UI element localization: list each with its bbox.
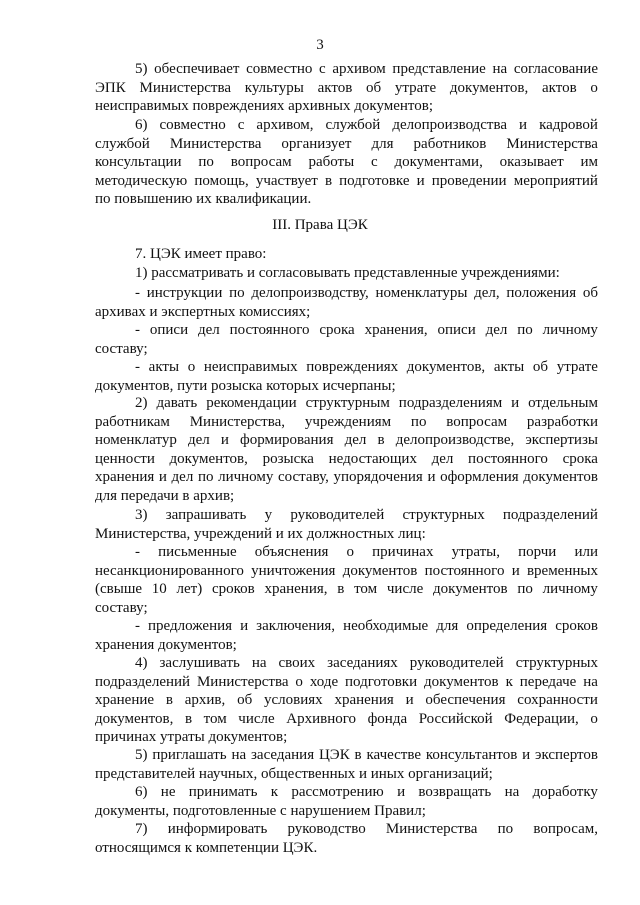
word: на	[231, 747, 247, 763]
word: хранения,	[364, 322, 428, 338]
text-line	[95, 358, 598, 377]
rights-p7	[95, 820, 598, 857]
word: утраты,	[451, 544, 500, 560]
word: делопроизводстве,	[395, 432, 515, 448]
word: и	[511, 562, 520, 579]
rights-p4	[95, 654, 598, 747]
word: заседания	[250, 747, 315, 763]
rights-p3b	[95, 617, 598, 654]
word: оформления	[440, 469, 519, 485]
word: сроков	[555, 618, 598, 634]
word: порчи	[518, 544, 557, 560]
word: рекомендации	[206, 395, 297, 411]
word: формирования	[239, 432, 334, 448]
word: консультации	[95, 154, 182, 170]
word: 4)	[135, 655, 148, 671]
word: о	[295, 673, 303, 690]
word: утрате	[394, 79, 437, 96]
word: Архивного	[286, 710, 356, 727]
word: уничтожения	[251, 562, 336, 579]
word: по	[517, 581, 533, 597]
word: подготовки	[345, 673, 418, 690]
word: для	[436, 618, 459, 634]
text-line: представителей научных, общественных и иных организаций;	[95, 765, 493, 782]
word: о	[187, 359, 196, 375]
word: Министерства	[169, 135, 262, 152]
duty-item-5	[95, 60, 598, 116]
word: документов,	[95, 710, 174, 727]
word: и	[427, 469, 436, 485]
section-heading: III. Права ЦЭК	[272, 217, 368, 233]
word: личному	[542, 322, 598, 338]
word: рассмотрению	[291, 784, 384, 800]
word: организует	[281, 135, 352, 152]
word: и	[511, 395, 520, 411]
text-line	[95, 116, 598, 135]
word: документов	[342, 562, 418, 579]
word: и	[416, 172, 425, 189]
rights-p3a	[95, 543, 598, 617]
text-line	[95, 820, 598, 839]
word: по	[497, 821, 514, 837]
word: принимать	[188, 784, 258, 800]
text-line	[95, 394, 598, 413]
word: у	[264, 507, 273, 523]
word: об	[582, 285, 598, 301]
text-line	[95, 431, 598, 450]
word: и	[405, 692, 414, 708]
word: номенклатур	[95, 432, 177, 448]
word: ходе	[309, 673, 339, 690]
word: руководителей	[409, 655, 504, 671]
word: сроков	[211, 581, 255, 597]
word: согласование	[513, 61, 598, 77]
rights-p2	[95, 394, 598, 505]
word: документов	[432, 581, 508, 597]
word: условиях	[264, 692, 323, 708]
word: руководство	[287, 821, 366, 837]
word: Федерации,	[504, 710, 579, 727]
word: недостающих	[328, 450, 417, 467]
word: срока	[562, 450, 598, 467]
text-line: составу;	[95, 340, 148, 357]
word: 10	[151, 581, 167, 597]
word: заседаниях	[327, 655, 398, 671]
word: постоянного	[229, 322, 310, 338]
word: ЦЭК	[318, 747, 350, 763]
word: культуры	[244, 79, 304, 96]
word: участвует	[255, 172, 318, 189]
word: (свыше	[95, 581, 143, 597]
word: дел	[431, 450, 454, 467]
word: об	[532, 359, 549, 375]
text-line	[95, 673, 598, 692]
word: Российской	[418, 710, 493, 727]
word: числе	[238, 710, 275, 727]
word: архивом,	[256, 117, 314, 133]
rights-p5	[95, 746, 598, 783]
word: заключения,	[256, 618, 336, 634]
word: и	[397, 784, 406, 800]
text-line: относящимся к компетенции ЦЭК.	[95, 839, 318, 856]
word: структурных	[515, 655, 598, 671]
text-line	[95, 284, 598, 303]
word: и	[519, 117, 528, 133]
word: упорядочения	[333, 469, 423, 485]
word: 3)	[135, 507, 148, 523]
word: -	[135, 322, 140, 338]
word: оказывает	[499, 154, 564, 170]
word: личному	[542, 581, 598, 597]
word: временных	[526, 562, 598, 579]
word: Министерства	[506, 135, 598, 152]
text-line	[95, 746, 598, 765]
word: по	[229, 285, 245, 301]
word: или	[574, 544, 598, 560]
word: хранение	[95, 692, 155, 708]
text-line: по повышению их квалификации.	[95, 191, 312, 207]
word: личному	[218, 469, 274, 485]
word: им	[580, 154, 598, 170]
word: архивом	[332, 61, 386, 77]
text-line	[95, 710, 598, 729]
word: 6)	[135, 784, 148, 800]
word: об	[237, 692, 253, 708]
word: по	[197, 469, 214, 485]
word: розыска	[262, 450, 314, 467]
word: подготовке	[339, 172, 410, 189]
word: дел	[187, 432, 210, 448]
text-line	[95, 468, 598, 487]
text-line: причинах утраты документов;	[95, 729, 288, 745]
text-line	[95, 562, 598, 581]
word: по	[517, 322, 533, 338]
word: постоянного	[424, 562, 505, 579]
word: своих	[278, 655, 316, 671]
word: в	[165, 692, 173, 708]
rights-p6	[95, 783, 598, 820]
text-line	[95, 79, 598, 98]
word: хранения	[95, 469, 155, 485]
word: акты	[493, 359, 525, 375]
word: вопросам	[446, 413, 508, 430]
text-line	[95, 321, 598, 340]
word: утрате	[556, 359, 598, 375]
word: экспертов	[535, 747, 598, 763]
word: документов,	[449, 79, 529, 96]
word: обеспечивает	[154, 61, 240, 77]
word: дел	[197, 322, 220, 338]
word: документами,	[394, 154, 483, 170]
word: работы	[308, 154, 355, 170]
word: вопросам	[230, 154, 292, 170]
text-line	[95, 153, 598, 172]
word: информировать	[167, 821, 268, 837]
word: 2)	[135, 395, 148, 411]
word: с	[319, 61, 326, 77]
word: причинах	[372, 544, 434, 560]
word: руководителей	[290, 507, 385, 523]
rights-intro-block	[95, 245, 598, 282]
word: несанкционированного	[95, 562, 244, 579]
word: сохранности	[517, 692, 598, 708]
word: подразделений	[502, 507, 598, 523]
word: составу,	[277, 469, 329, 485]
text-line: документы, подготовленные с нарушением Правил;	[95, 802, 426, 819]
word: -	[135, 544, 140, 560]
text-line: составу;	[95, 599, 148, 616]
word: в	[337, 581, 345, 597]
text-line: документов, пути розыска которых исчерпаны;	[95, 377, 396, 394]
text-line	[95, 543, 598, 562]
rights-p3	[95, 506, 598, 543]
text-line	[95, 580, 598, 599]
word: Министерства	[385, 821, 478, 837]
text-line	[95, 450, 598, 469]
word: повреждениях	[306, 359, 399, 375]
word: работников	[413, 135, 487, 152]
word: структурных	[402, 507, 485, 523]
word: службой	[325, 117, 381, 133]
word: неисправимых	[203, 359, 298, 375]
word: Министерства,	[189, 413, 286, 430]
word: кадровой	[539, 117, 598, 133]
word: определения	[466, 618, 548, 634]
word: по	[410, 413, 427, 430]
rights-p1: 1) рассматривать и согласовывать представленные учреждениями:	[135, 264, 560, 281]
rights-p1a	[95, 284, 598, 321]
word: хранения	[334, 692, 394, 708]
word: инструкции	[146, 285, 223, 301]
text-line	[95, 413, 598, 432]
word: возвращать	[418, 784, 492, 800]
word: о	[590, 710, 598, 727]
word: в	[377, 432, 385, 448]
word: проведении	[431, 172, 507, 189]
word: о	[590, 79, 598, 96]
text-line	[95, 691, 598, 710]
word: заслушивать	[159, 655, 240, 671]
word: описи	[437, 322, 476, 338]
word: и	[158, 469, 167, 485]
word: описи	[149, 322, 189, 338]
word: дел	[485, 322, 508, 338]
text-line: хранения документов;	[95, 636, 237, 653]
word: в	[354, 747, 362, 763]
text-line	[95, 60, 598, 79]
word: давать	[156, 395, 198, 411]
word: с	[370, 154, 378, 170]
word: акты	[148, 359, 180, 375]
word: документов,	[406, 359, 486, 375]
word: положения	[506, 285, 577, 301]
text-line	[95, 654, 598, 673]
word: и	[240, 618, 249, 634]
text-line: для передачи в архив;	[95, 487, 235, 504]
word: вопросам,	[533, 821, 598, 837]
word: 7)	[135, 821, 148, 837]
word: службой	[95, 135, 150, 152]
word: на	[504, 784, 520, 800]
word: предложения	[148, 618, 233, 634]
text-line: неисправимых повреждениях архивных документов;	[95, 98, 434, 114]
text-line	[95, 172, 598, 191]
word: фонда	[367, 710, 408, 727]
word: 6)	[135, 117, 148, 133]
word: Министерства	[196, 673, 289, 690]
text-line: Министерства, учреждений и их должностных лиц:	[95, 525, 426, 542]
word: представление	[392, 61, 486, 77]
text-line	[95, 506, 598, 525]
word: не	[160, 784, 176, 800]
word: дел	[171, 469, 194, 485]
word: ценности	[95, 450, 155, 467]
word: числе	[386, 581, 424, 597]
word: качестве	[366, 747, 422, 763]
word: консультантов	[425, 747, 518, 763]
word: разработки	[526, 413, 598, 430]
word: делопроизводства	[392, 117, 508, 133]
word: дел,	[474, 285, 500, 301]
word: письменные	[158, 544, 237, 560]
duty-item-6	[95, 116, 598, 209]
word: -	[135, 359, 140, 375]
word: номенклатуры	[375, 285, 468, 301]
word: Министерства	[139, 79, 232, 96]
word: документов,	[169, 450, 248, 467]
word: актов	[317, 79, 353, 96]
word: мероприятий	[513, 172, 598, 189]
word: постоянного	[468, 450, 548, 467]
word: на	[251, 655, 267, 671]
word: по	[198, 154, 214, 170]
rights-p1b	[95, 321, 598, 358]
word: структурным	[305, 395, 390, 411]
text-line	[95, 783, 598, 802]
text-line	[95, 135, 598, 154]
word: с	[237, 117, 245, 133]
word: к	[505, 673, 513, 690]
word: и	[220, 432, 229, 448]
word: совместно	[246, 61, 313, 77]
word: на	[492, 61, 508, 77]
word: том	[203, 710, 227, 727]
word: 5)	[135, 61, 148, 77]
word: совместно	[159, 117, 226, 133]
word: учреждениям	[304, 413, 392, 430]
word: ЭПК	[95, 79, 126, 96]
word: архив,	[184, 692, 226, 708]
word: для	[371, 135, 394, 152]
word: актов	[542, 79, 577, 96]
word: экспертизы	[525, 432, 598, 448]
word: документов	[424, 673, 499, 690]
word: подразделениям	[398, 395, 503, 411]
word: в	[324, 172, 333, 189]
word: приглашать	[152, 747, 227, 763]
word: об	[366, 79, 382, 96]
word: 5)	[135, 747, 148, 763]
word: о	[346, 544, 355, 560]
page-number: 3	[316, 37, 324, 53]
text-line	[95, 617, 598, 636]
word: передаче	[519, 673, 577, 690]
rights-intro: 7. ЦЭК имеет право:	[135, 246, 267, 262]
word: на	[583, 673, 598, 690]
text-line: архивах и экспертных комиссиях;	[95, 303, 311, 320]
word: обеспечения	[425, 692, 506, 708]
word: помощь,	[194, 172, 249, 189]
word: подразделений	[95, 673, 191, 690]
word: лет)	[176, 581, 203, 597]
word: необходимые	[343, 618, 429, 634]
word: запрашивать	[165, 507, 247, 523]
word: -	[135, 618, 140, 634]
word: доработку	[532, 784, 598, 800]
word: документов	[523, 469, 598, 485]
word: работникам	[95, 413, 170, 430]
word: и	[522, 747, 531, 763]
rights-p1c	[95, 358, 598, 395]
word: отдельным	[528, 395, 598, 411]
word: к	[270, 784, 279, 800]
word: объяснения	[254, 544, 329, 560]
word: дел	[344, 432, 367, 448]
word: в	[184, 710, 193, 727]
word: делопроизводству,	[251, 285, 369, 301]
word: том	[354, 581, 378, 597]
word: хранения,	[264, 581, 328, 597]
word: -	[135, 285, 140, 301]
word: срока	[319, 322, 355, 338]
word: методическую	[95, 172, 188, 189]
